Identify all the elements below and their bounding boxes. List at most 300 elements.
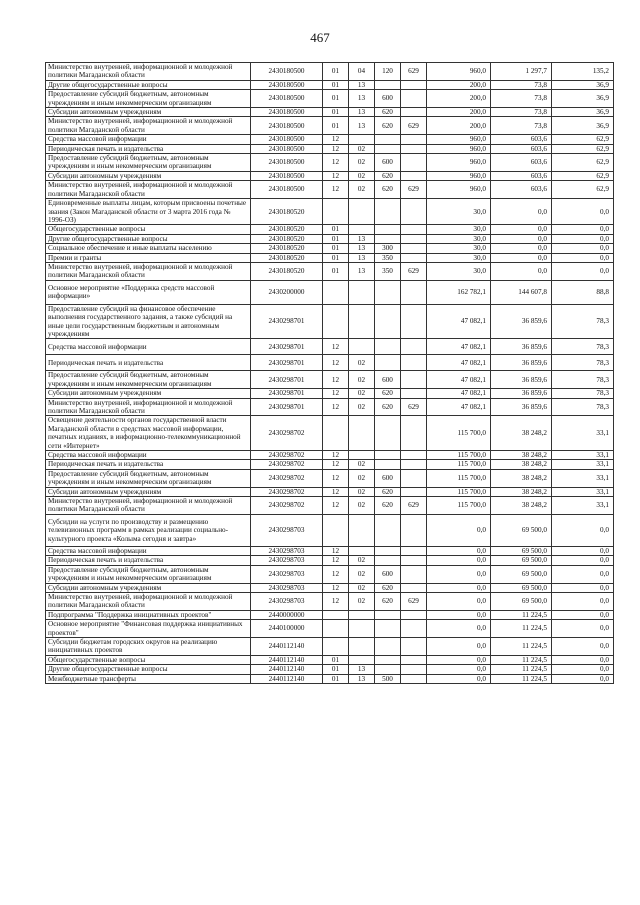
cell-plan: 47 082,1 bbox=[427, 304, 491, 339]
cell-percent: 78,3 bbox=[552, 304, 614, 339]
cell-section: 01 bbox=[323, 234, 349, 243]
cell-fact: 11 224,5 bbox=[491, 620, 552, 638]
table-row bbox=[46, 371, 614, 389]
cell-percent: 78,3 bbox=[552, 355, 614, 371]
cell-name: Предоставление субсидий бюджетным, автономным учреждениям и иным некоммерческим организациям bbox=[46, 565, 251, 583]
cell-name: Освещение деятельности органов государственной власти Магаданской области в средствах массовой информации, печатных изданиях, в информационно-телекоммуникационной сети «Интернет» bbox=[46, 416, 251, 451]
cell-admin-code bbox=[401, 583, 427, 592]
cell-code: 2430180520 bbox=[251, 244, 323, 253]
table-row bbox=[46, 497, 614, 515]
cell-code: 2430298701 bbox=[251, 398, 323, 416]
cell-fact: 69 500,0 bbox=[491, 565, 552, 583]
cell-section: 12 bbox=[323, 556, 349, 565]
cell-admin-code: 629 bbox=[401, 592, 427, 610]
table-row bbox=[46, 154, 614, 172]
cell-expense-type bbox=[375, 460, 401, 469]
cell-name: Межбюджетные трансферты bbox=[46, 674, 251, 683]
cell-fact: 69 500,0 bbox=[491, 556, 552, 565]
cell-admin-code bbox=[401, 244, 427, 253]
cell-admin-code bbox=[401, 389, 427, 398]
cell-percent: 0,0 bbox=[552, 655, 614, 664]
cell-name: Средства массовой информации bbox=[46, 546, 251, 555]
cell-section: 12 bbox=[323, 469, 349, 487]
cell-section: 01 bbox=[323, 244, 349, 253]
table-row bbox=[46, 339, 614, 355]
cell-percent: 62,9 bbox=[552, 171, 614, 180]
cell-code: 2430298701 bbox=[251, 339, 323, 355]
cell-code: 2430180500 bbox=[251, 144, 323, 153]
cell-fact: 73,8 bbox=[491, 117, 552, 135]
cell-code: 2430298702 bbox=[251, 416, 323, 451]
table-row bbox=[46, 416, 614, 451]
cell-expense-type bbox=[375, 416, 401, 451]
table-row bbox=[46, 135, 614, 144]
cell-fact: 0,0 bbox=[491, 199, 552, 225]
cell-percent: 36,9 bbox=[552, 108, 614, 117]
cell-subsection bbox=[349, 199, 375, 225]
cell-plan: 960,0 bbox=[427, 154, 491, 172]
cell-subsection: 13 bbox=[349, 117, 375, 135]
cell-section: 12 bbox=[323, 181, 349, 199]
cell-plan: 47 082,1 bbox=[427, 339, 491, 355]
cell-fact: 38 248,2 bbox=[491, 469, 552, 487]
cell-fact: 38 248,2 bbox=[491, 451, 552, 460]
cell-admin-code bbox=[401, 665, 427, 674]
table-row bbox=[46, 451, 614, 460]
cell-expense-type bbox=[375, 514, 401, 546]
table-row bbox=[46, 487, 614, 496]
cell-plan: 0,0 bbox=[427, 637, 491, 655]
cell-code: 2430180500 bbox=[251, 117, 323, 135]
cell-admin-code bbox=[401, 416, 427, 451]
cell-plan: 960,0 bbox=[427, 171, 491, 180]
cell-fact: 11 224,5 bbox=[491, 665, 552, 674]
cell-percent: 62,9 bbox=[552, 154, 614, 172]
cell-fact: 0,0 bbox=[491, 234, 552, 243]
cell-fact: 36 859,6 bbox=[491, 355, 552, 371]
cell-subsection: 02 bbox=[349, 487, 375, 496]
cell-expense-type: 620 bbox=[375, 108, 401, 117]
table-row bbox=[46, 398, 614, 416]
cell-code: 2440112140 bbox=[251, 665, 323, 674]
cell-code: 2430180500 bbox=[251, 135, 323, 144]
cell-percent: 88,8 bbox=[552, 280, 614, 304]
cell-name: Субсидии на услуги по производству и размещению телевизионных программ в рамках реализации социально-культурного проекта «Колыма сегодня и завтра» bbox=[46, 514, 251, 546]
cell-section: 12 bbox=[323, 154, 349, 172]
table-row bbox=[46, 108, 614, 117]
cell-subsection bbox=[349, 304, 375, 339]
cell-name: Периодическая печать и издательства bbox=[46, 355, 251, 371]
cell-subsection bbox=[349, 610, 375, 619]
cell-plan: 960,0 bbox=[427, 181, 491, 199]
cell-subsection bbox=[349, 416, 375, 451]
cell-admin-code bbox=[401, 460, 427, 469]
table-row bbox=[46, 90, 614, 108]
cell-percent: 0,0 bbox=[552, 514, 614, 546]
cell-code: 2430180520 bbox=[251, 225, 323, 234]
cell-plan: 30,0 bbox=[427, 225, 491, 234]
cell-code: 2430180520 bbox=[251, 199, 323, 225]
cell-subsection: 13 bbox=[349, 90, 375, 108]
budget-table bbox=[45, 62, 614, 684]
cell-section: 12 bbox=[323, 389, 349, 398]
table-row bbox=[46, 304, 614, 339]
cell-fact: 36 859,6 bbox=[491, 339, 552, 355]
cell-expense-type: 620 bbox=[375, 398, 401, 416]
cell-expense-type bbox=[375, 80, 401, 89]
cell-admin-code bbox=[401, 610, 427, 619]
cell-expense-type bbox=[375, 655, 401, 664]
cell-plan: 0,0 bbox=[427, 556, 491, 565]
cell-name: Другие общегосударственные вопросы bbox=[46, 665, 251, 674]
cell-code: 2430298703 bbox=[251, 556, 323, 565]
cell-plan: 162 782,1 bbox=[427, 280, 491, 304]
table-row bbox=[46, 460, 614, 469]
cell-subsection: 13 bbox=[349, 108, 375, 117]
table-row bbox=[46, 253, 614, 262]
cell-plan: 47 082,1 bbox=[427, 398, 491, 416]
table-row bbox=[46, 665, 614, 674]
cell-subsection: 02 bbox=[349, 398, 375, 416]
cell-section: 01 bbox=[323, 80, 349, 89]
table-row bbox=[46, 280, 614, 304]
cell-expense-type: 620 bbox=[375, 583, 401, 592]
cell-section bbox=[323, 514, 349, 546]
cell-expense-type bbox=[375, 556, 401, 565]
cell-name: Основное мероприятие «Поддержка средств массовой информации» bbox=[46, 280, 251, 304]
cell-section bbox=[323, 199, 349, 225]
cell-subsection: 02 bbox=[349, 355, 375, 371]
cell-admin-code bbox=[401, 514, 427, 546]
cell-fact: 36 859,6 bbox=[491, 371, 552, 389]
cell-percent: 33,1 bbox=[552, 451, 614, 460]
cell-code: 2430298702 bbox=[251, 469, 323, 487]
table-row bbox=[46, 546, 614, 555]
cell-percent: 62,9 bbox=[552, 181, 614, 199]
cell-expense-type: 600 bbox=[375, 469, 401, 487]
cell-section: 12 bbox=[323, 355, 349, 371]
cell-admin-code bbox=[401, 451, 427, 460]
cell-expense-type bbox=[375, 610, 401, 619]
cell-subsection: 02 bbox=[349, 592, 375, 610]
cell-plan: 0,0 bbox=[427, 546, 491, 555]
cell-expense-type bbox=[375, 144, 401, 153]
cell-subsection: 13 bbox=[349, 674, 375, 683]
cell-section: 01 bbox=[323, 674, 349, 683]
cell-name: Периодическая печать и издательства bbox=[46, 144, 251, 153]
cell-name: Предоставление субсидий бюджетным, автономным учреждениям и иным некоммерческим организациям bbox=[46, 154, 251, 172]
table-row bbox=[46, 565, 614, 583]
cell-plan: 200,0 bbox=[427, 80, 491, 89]
cell-section bbox=[323, 280, 349, 304]
cell-plan: 0,0 bbox=[427, 655, 491, 664]
cell-expense-type bbox=[375, 280, 401, 304]
cell-expense-type: 620 bbox=[375, 181, 401, 199]
table-row bbox=[46, 389, 614, 398]
cell-expense-type bbox=[375, 199, 401, 225]
cell-percent: 0,0 bbox=[552, 234, 614, 243]
cell-subsection bbox=[349, 514, 375, 546]
cell-subsection: 02 bbox=[349, 556, 375, 565]
cell-name: Единовременные выплаты лицам, которым присвоены почетные звания (Закон Магаданской области от 3 марта 2016 года № 1996-ОЗ) bbox=[46, 199, 251, 225]
cell-plan: 960,0 bbox=[427, 144, 491, 153]
cell-admin-code: 629 bbox=[401, 497, 427, 515]
cell-name: Премии и гранты bbox=[46, 253, 251, 262]
cell-percent: 0,0 bbox=[552, 674, 614, 683]
cell-admin-code bbox=[401, 556, 427, 565]
cell-admin-code bbox=[401, 355, 427, 371]
cell-code: 2440112140 bbox=[251, 637, 323, 655]
cell-plan: 0,0 bbox=[427, 665, 491, 674]
cell-subsection: 13 bbox=[349, 262, 375, 280]
cell-name: Субсидии автономным учреждениям bbox=[46, 583, 251, 592]
cell-percent: 33,1 bbox=[552, 469, 614, 487]
cell-subsection: 02 bbox=[349, 469, 375, 487]
cell-plan: 30,0 bbox=[427, 244, 491, 253]
cell-admin-code bbox=[401, 339, 427, 355]
cell-percent: 36,9 bbox=[552, 117, 614, 135]
cell-fact: 73,8 bbox=[491, 90, 552, 108]
cell-plan: 115 700,0 bbox=[427, 487, 491, 496]
cell-subsection: 02 bbox=[349, 389, 375, 398]
cell-subsection bbox=[349, 655, 375, 664]
cell-plan: 0,0 bbox=[427, 514, 491, 546]
cell-name: Социальное обеспечение и иные выплаты населению bbox=[46, 244, 251, 253]
cell-subsection: 02 bbox=[349, 460, 375, 469]
cell-section: 01 bbox=[323, 253, 349, 262]
cell-name: Министерство внутренней, информационной и молодежной политики Магаданской области bbox=[46, 497, 251, 515]
cell-fact: 69 500,0 bbox=[491, 514, 552, 546]
cell-percent: 0,0 bbox=[552, 556, 614, 565]
cell-plan: 0,0 bbox=[427, 565, 491, 583]
cell-code: 2430298701 bbox=[251, 371, 323, 389]
cell-percent: 0,0 bbox=[552, 565, 614, 583]
cell-percent: 0,0 bbox=[552, 592, 614, 610]
cell-expense-type: 300 bbox=[375, 244, 401, 253]
cell-code: 2430180500 bbox=[251, 108, 323, 117]
cell-expense-type bbox=[375, 339, 401, 355]
cell-section bbox=[323, 304, 349, 339]
cell-subsection: 13 bbox=[349, 80, 375, 89]
cell-code: 2430298702 bbox=[251, 460, 323, 469]
cell-code: 2430180500 bbox=[251, 90, 323, 108]
cell-section: 12 bbox=[323, 565, 349, 583]
cell-admin-code bbox=[401, 565, 427, 583]
cell-admin-code bbox=[401, 135, 427, 144]
cell-expense-type: 620 bbox=[375, 497, 401, 515]
cell-section: 12 bbox=[323, 339, 349, 355]
cell-admin-code: 629 bbox=[401, 398, 427, 416]
cell-percent: 0,0 bbox=[552, 244, 614, 253]
cell-percent: 78,3 bbox=[552, 398, 614, 416]
cell-plan: 30,0 bbox=[427, 199, 491, 225]
cell-expense-type: 600 bbox=[375, 565, 401, 583]
cell-name: Предоставление субсидий бюджетным, автономным учреждениям и иным некоммерческим организациям bbox=[46, 469, 251, 487]
cell-fact: 38 248,2 bbox=[491, 416, 552, 451]
cell-admin-code bbox=[401, 199, 427, 225]
cell-fact: 38 248,2 bbox=[491, 497, 552, 515]
table-row bbox=[46, 234, 614, 243]
cell-section: 12 bbox=[323, 398, 349, 416]
table-row bbox=[46, 592, 614, 610]
cell-admin-code bbox=[401, 469, 427, 487]
cell-section: 01 bbox=[323, 262, 349, 280]
cell-fact: 1 297,7 bbox=[491, 63, 552, 81]
cell-fact: 11 224,5 bbox=[491, 610, 552, 619]
page-number: 467 bbox=[310, 30, 330, 45]
cell-subsection bbox=[349, 620, 375, 638]
cell-expense-type bbox=[375, 546, 401, 555]
cell-code: 2430298701 bbox=[251, 304, 323, 339]
cell-expense-type bbox=[375, 135, 401, 144]
cell-admin-code: 629 bbox=[401, 63, 427, 81]
cell-expense-type bbox=[375, 620, 401, 638]
cell-section bbox=[323, 610, 349, 619]
cell-expense-type bbox=[375, 234, 401, 243]
cell-fact: 603,6 bbox=[491, 154, 552, 172]
cell-admin-code bbox=[401, 487, 427, 496]
cell-subsection bbox=[349, 339, 375, 355]
cell-percent: 0,0 bbox=[552, 253, 614, 262]
cell-percent: 78,3 bbox=[552, 371, 614, 389]
cell-section bbox=[323, 637, 349, 655]
cell-subsection: 02 bbox=[349, 497, 375, 515]
cell-subsection: 02 bbox=[349, 144, 375, 153]
cell-name: Средства массовой информации bbox=[46, 451, 251, 460]
cell-code: 2430180500 bbox=[251, 181, 323, 199]
table-row bbox=[46, 63, 614, 81]
cell-admin-code bbox=[401, 253, 427, 262]
cell-percent: 36,9 bbox=[552, 80, 614, 89]
cell-name: Субсидии автономным учреждениям bbox=[46, 389, 251, 398]
cell-section: 12 bbox=[323, 583, 349, 592]
cell-admin-code bbox=[401, 674, 427, 683]
table-row bbox=[46, 583, 614, 592]
cell-admin-code bbox=[401, 234, 427, 243]
cell-expense-type bbox=[375, 451, 401, 460]
cell-plan: 115 700,0 bbox=[427, 497, 491, 515]
cell-code: 2440112140 bbox=[251, 674, 323, 683]
cell-code: 2430180500 bbox=[251, 80, 323, 89]
cell-admin-code bbox=[401, 280, 427, 304]
cell-fact: 144 607,8 bbox=[491, 280, 552, 304]
cell-percent: 62,9 bbox=[552, 135, 614, 144]
cell-subsection bbox=[349, 451, 375, 460]
cell-plan: 0,0 bbox=[427, 592, 491, 610]
cell-code: 2440112140 bbox=[251, 655, 323, 664]
table-row bbox=[46, 144, 614, 153]
cell-section bbox=[323, 416, 349, 451]
cell-percent: 33,1 bbox=[552, 460, 614, 469]
cell-section: 12 bbox=[323, 546, 349, 555]
table-row bbox=[46, 637, 614, 655]
cell-section: 12 bbox=[323, 460, 349, 469]
cell-plan: 47 082,1 bbox=[427, 355, 491, 371]
cell-admin-code bbox=[401, 225, 427, 234]
cell-plan: 47 082,1 bbox=[427, 371, 491, 389]
cell-expense-type: 620 bbox=[375, 171, 401, 180]
cell-percent: 33,1 bbox=[552, 497, 614, 515]
cell-code: 2430180500 bbox=[251, 171, 323, 180]
cell-fact: 0,0 bbox=[491, 244, 552, 253]
cell-section: 01 bbox=[323, 117, 349, 135]
cell-plan: 115 700,0 bbox=[427, 416, 491, 451]
cell-fact: 38 248,2 bbox=[491, 460, 552, 469]
table-row bbox=[46, 610, 614, 619]
cell-code: 2440100000 bbox=[251, 620, 323, 638]
cell-plan: 30,0 bbox=[427, 234, 491, 243]
cell-code: 2430298702 bbox=[251, 497, 323, 515]
cell-subsection bbox=[349, 225, 375, 234]
cell-expense-type: 600 bbox=[375, 90, 401, 108]
cell-name: Основное мероприятие "Финансовая поддержка инициативных проектов" bbox=[46, 620, 251, 638]
cell-subsection bbox=[349, 637, 375, 655]
cell-expense-type: 600 bbox=[375, 371, 401, 389]
table-row bbox=[46, 117, 614, 135]
cell-section: 01 bbox=[323, 225, 349, 234]
cell-admin-code bbox=[401, 90, 427, 108]
cell-subsection: 02 bbox=[349, 181, 375, 199]
cell-name: Средства массовой информации bbox=[46, 339, 251, 355]
cell-fact: 603,6 bbox=[491, 135, 552, 144]
cell-section: 12 bbox=[323, 451, 349, 460]
cell-section: 01 bbox=[323, 108, 349, 117]
table-row bbox=[46, 355, 614, 371]
cell-code: 2430180520 bbox=[251, 262, 323, 280]
cell-code: 2430298703 bbox=[251, 592, 323, 610]
cell-fact: 73,8 bbox=[491, 80, 552, 89]
cell-fact: 36 859,6 bbox=[491, 304, 552, 339]
cell-section: 12 bbox=[323, 487, 349, 496]
cell-name: Общегосударственные вопросы bbox=[46, 655, 251, 664]
cell-plan: 30,0 bbox=[427, 253, 491, 262]
cell-code: 2430298701 bbox=[251, 389, 323, 398]
cell-name: Периодическая печать и издательства bbox=[46, 460, 251, 469]
cell-code: 2430298703 bbox=[251, 514, 323, 546]
cell-fact: 11 224,5 bbox=[491, 655, 552, 664]
cell-plan: 0,0 bbox=[427, 583, 491, 592]
cell-name: Другие общегосударственные вопросы bbox=[46, 234, 251, 243]
table-row bbox=[46, 80, 614, 89]
cell-plan: 200,0 bbox=[427, 90, 491, 108]
cell-subsection: 02 bbox=[349, 565, 375, 583]
cell-percent: 135,2 bbox=[552, 63, 614, 81]
cell-expense-type: 620 bbox=[375, 389, 401, 398]
cell-admin-code bbox=[401, 154, 427, 172]
cell-section bbox=[323, 620, 349, 638]
table-row bbox=[46, 674, 614, 683]
cell-percent: 0,0 bbox=[552, 225, 614, 234]
cell-code: 2440000000 bbox=[251, 610, 323, 619]
cell-percent: 0,0 bbox=[552, 665, 614, 674]
table-row bbox=[46, 225, 614, 234]
cell-section: 12 bbox=[323, 592, 349, 610]
cell-name: Общегосударственные вопросы bbox=[46, 225, 251, 234]
cell-admin-code bbox=[401, 371, 427, 389]
cell-code: 2430298703 bbox=[251, 546, 323, 555]
cell-code: 2430180520 bbox=[251, 253, 323, 262]
cell-name: Субсидии автономным учреждениям bbox=[46, 108, 251, 117]
cell-code: 2430180500 bbox=[251, 154, 323, 172]
cell-name: Предоставление субсидий бюджетным, автономным учреждениям и иным некоммерческим организациям bbox=[46, 90, 251, 108]
cell-plan: 0,0 bbox=[427, 610, 491, 619]
cell-fact: 73,8 bbox=[491, 108, 552, 117]
cell-name: Субсидии автономным учреждениям bbox=[46, 171, 251, 180]
cell-fact: 69 500,0 bbox=[491, 546, 552, 555]
cell-fact: 11 224,5 bbox=[491, 674, 552, 683]
cell-subsection: 02 bbox=[349, 371, 375, 389]
cell-name: Министерство внутренней, информационной и молодежной политики Магаданской области bbox=[46, 592, 251, 610]
